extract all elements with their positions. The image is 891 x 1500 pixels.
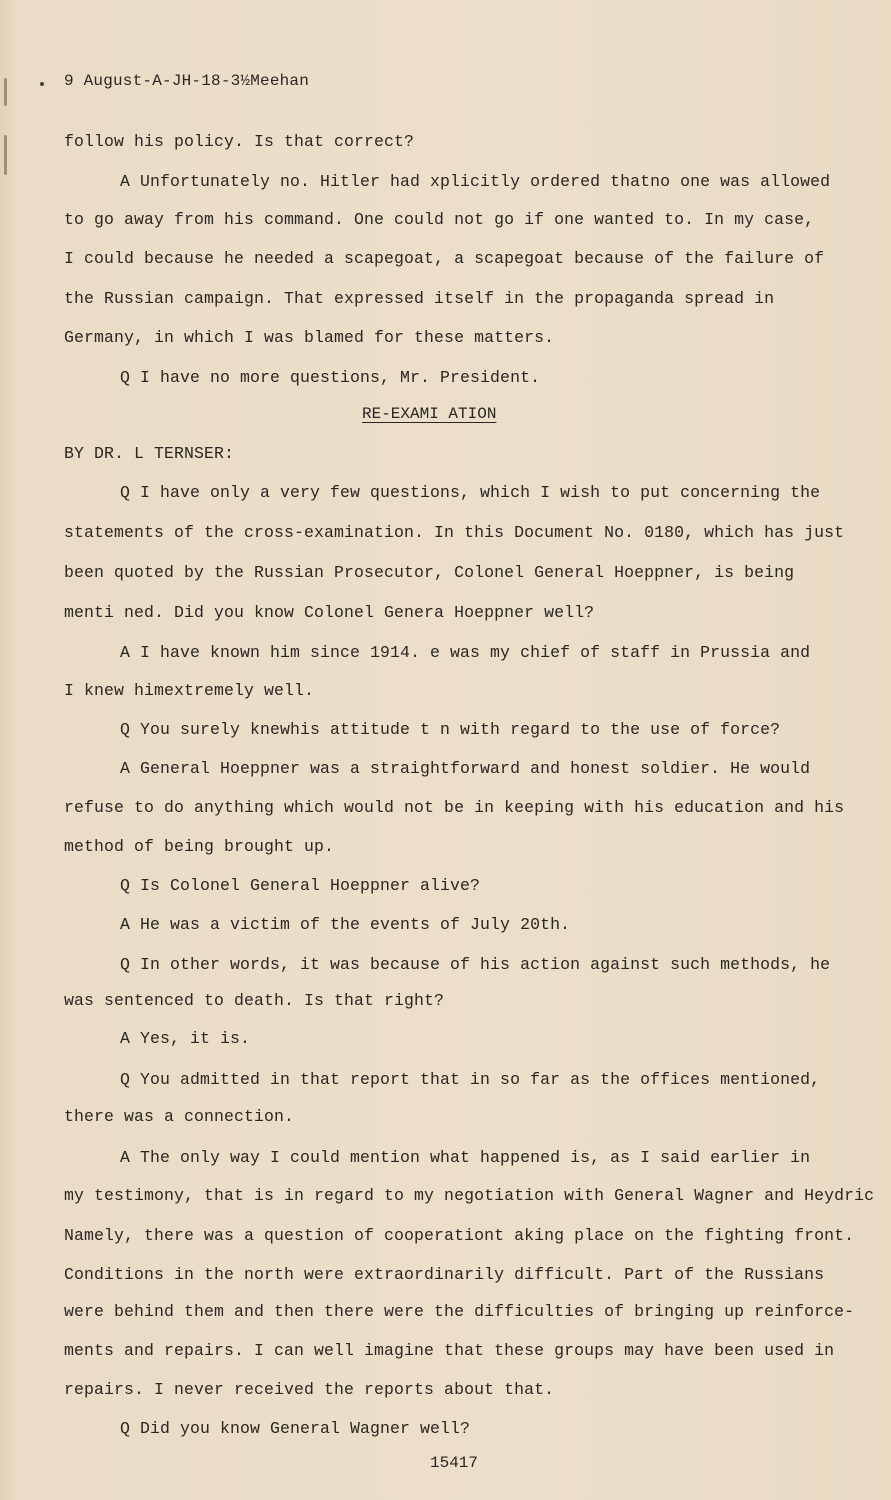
transcript-line: Q Did you know General Wagner well? xyxy=(120,1419,471,1438)
transcript-line: Q I have no more questions, Mr. President. xyxy=(120,368,541,387)
transcript-line: repairs. I never received the reports about that. xyxy=(64,1380,555,1399)
bullet-mark xyxy=(40,82,44,86)
transcript-line: refuse to do anything which would not be in keeping with his education and his xyxy=(64,798,845,817)
transcript-line: there was a connection. xyxy=(64,1107,295,1126)
transcript-line: Namely, there was a question of cooperationt aking place on the fighting front. xyxy=(64,1226,855,1245)
transcript-line: I knew himextremely well. xyxy=(64,681,315,700)
transcript-line: was sentenced to death. Is that right? xyxy=(64,991,445,1010)
transcript-line: A Yes, it is. xyxy=(120,1029,251,1048)
paper-edge-mark xyxy=(4,78,7,106)
transcript-line: A He was a victim of the events of July 20th. xyxy=(120,915,571,934)
transcript-line: I could because he needed a scapegoat, a scapegoat because of the failure of xyxy=(64,249,825,268)
transcript-line: method of being brought up. xyxy=(64,837,335,856)
paper-edge-mark xyxy=(4,135,7,175)
transcript-line: follow his policy. Is that correct? xyxy=(64,132,415,151)
transcript-line: A Unfortunately no. Hitler had xplicitly ordered thatno one was allowed xyxy=(120,172,831,191)
transcript-line: A The only way I could mention what happened is, as I said earlier in xyxy=(120,1148,811,1167)
document-header: 9 August-A-JH-18-3½Meehan xyxy=(64,72,310,90)
transcript-line: Germany, in which I was blamed for these matters. xyxy=(64,328,555,347)
transcript-line: A General Hoeppner was a straightforward and honest soldier. He would xyxy=(120,759,811,778)
transcript-line: Q You admitted in that report that in so far as the offices mentioned, xyxy=(120,1070,821,1089)
transcript-line: been quoted by the Russian Prosecutor, Colonel General Hoeppner, is being xyxy=(64,563,795,582)
page-number: 15417 xyxy=(430,1454,479,1472)
transcript-line: Q In other words, it was because of his action against such methods, he xyxy=(120,955,831,974)
transcript-line: to go away from his command. One could not go if one wanted to. In my case, xyxy=(64,210,815,229)
transcript-line: A I have known him since 1914. e was my chief of staff in Prussia and xyxy=(120,643,811,662)
transcript-line: my testimony, that is in regard to my negotiation with General Wagner and Heydric xyxy=(64,1186,875,1205)
section-heading: RE-EXAMI ATION xyxy=(362,405,497,423)
transcript-line: the Russian campaign. That expressed itself in the propaganda spread in xyxy=(64,289,775,308)
transcript-line: Q Is Colonel General Hoeppner alive? xyxy=(120,876,481,895)
transcript-line: BY DR. L TERNSER: xyxy=(64,444,235,463)
transcript-line: Q I have only a very few questions, which I wish to put concerning the xyxy=(120,483,821,502)
transcript-line: ments and repairs. I can well imagine that these groups may have been used in xyxy=(64,1341,835,1360)
transcript-line: were behind them and then there were the difficulties of bringing up reinforce- xyxy=(64,1302,855,1321)
transcript-line: Conditions in the north were extraordinarily difficult. Part of the Russians xyxy=(64,1265,825,1284)
transcript-line: menti ned. Did you know Colonel Genera Hoeppner well? xyxy=(64,603,595,622)
transcript-line: statements of the cross-examination. In this Document No. 0180, which has just xyxy=(64,523,845,542)
transcript-line: Q You surely knewhis attitude t n with regard to the use of force? xyxy=(120,720,781,739)
